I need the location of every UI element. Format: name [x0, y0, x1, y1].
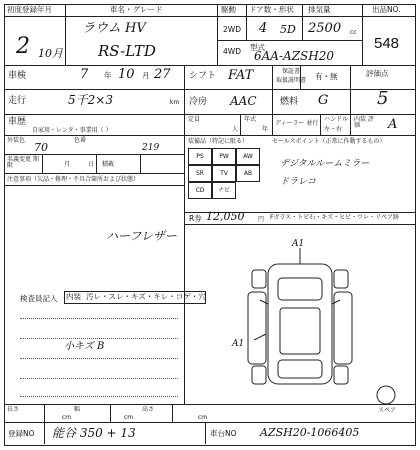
color-no-label: 色番 [74, 137, 87, 144]
name-change-suffix: 積載 [102, 161, 115, 168]
drive-4wd: 4WD [223, 47, 241, 56]
doors-label: ドア数・形状 [249, 5, 294, 14]
warranty-value: 有・無 [315, 72, 338, 81]
name-change-month: 月 [64, 161, 71, 168]
drive-2wd: 2WD [223, 25, 241, 34]
doors-value: 4 [259, 21, 268, 36]
lot-number: 548 [374, 35, 400, 52]
shaken-month: 10 [118, 67, 135, 82]
warranty-sub: 取扱説明書 [276, 77, 307, 84]
selling-point-1: デジタルルームミラー [280, 159, 370, 169]
ext-color-label: 外装色 [7, 137, 26, 144]
first-reg-label: 初度登録年月 [7, 5, 52, 14]
drive-label: 駆動 [221, 5, 236, 14]
ac-label: 冷房 [189, 97, 208, 107]
height-unit: cm [198, 414, 208, 421]
model-year-label: 年式 [244, 116, 257, 123]
selling-points-label: セールスポイント（正常に作動するもの） [272, 138, 386, 145]
chassis-value: AZSH20-1066405 [260, 426, 360, 439]
interior-score-label: 内装 評価 [354, 116, 374, 129]
selling-point-2: ドラレコ [280, 177, 317, 187]
fuel-label: 燃料 [280, 97, 299, 107]
shaken-year: 7 [80, 67, 89, 82]
recycle-label: R券 [189, 214, 202, 223]
equipment-item: TV [212, 165, 236, 182]
color-code: 219 [142, 143, 160, 153]
color-value: 70 [34, 141, 48, 154]
history-label: 車歴 [8, 117, 27, 127]
shape-value: 5D [280, 23, 296, 36]
equipment-item: ナビ [212, 182, 236, 199]
equipment-item: PW [212, 148, 236, 165]
height-label: 高さ [142, 406, 155, 413]
first-reg-month: 10月 [38, 47, 63, 60]
damage-mark-side: A1 [232, 339, 245, 349]
shaken-day: 27 [154, 67, 171, 82]
name-change-label: 名義変更 期限 [7, 156, 39, 169]
equipment-item: AW [236, 148, 260, 165]
car-diagram [2, 2, 416, 448]
equipment-item: SR [188, 165, 212, 182]
model-label: 車名・グレード [110, 5, 163, 14]
dealer-label: ディーラー 並行 [275, 120, 319, 127]
inspector-interior-label: 内装 [66, 292, 81, 301]
mileage-label: 走行 [8, 96, 27, 106]
shaken-year-unit: 年 [104, 71, 112, 80]
mileage-unit: km [170, 99, 180, 106]
ac-value: AAC [230, 94, 257, 108]
width-unit: cm [124, 414, 134, 421]
score-label: 評価点 [366, 69, 389, 78]
length-unit: cm [62, 414, 72, 421]
lot-label: 出品NO. [372, 5, 401, 14]
first-reg-year: 2 [16, 34, 30, 59]
displacement-unit: cc [350, 29, 357, 36]
shift-value: FAT [228, 68, 254, 83]
inspector-label: 検査員記入 [20, 294, 58, 303]
recycle-value: 12,050 [206, 210, 245, 223]
name-change-day: 日 [88, 161, 95, 168]
warranty-label: 保証書 [282, 68, 301, 75]
width-label: 幅 [74, 406, 81, 413]
equipment-item: CD [188, 182, 212, 199]
capacity-unit: 人 [232, 126, 239, 133]
displacement-label: 排気量 [308, 5, 331, 14]
shaken-label: 車検 [8, 71, 27, 81]
history-sub: 自家用・レンタ・事業用（ ） [32, 127, 112, 134]
shift-label: シフト [189, 71, 217, 81]
model-year-unit: 年 [262, 126, 269, 133]
fuel-value: G [318, 93, 329, 108]
equipment-item: PS [188, 148, 212, 165]
type-value: 6AA-AZSH20 [254, 49, 334, 63]
auction-sheet [2, 2, 416, 448]
handle-value: 左・右 [324, 126, 343, 133]
displacement-value: 2500 [308, 21, 342, 36]
chassis-label: 車台NO [210, 429, 237, 438]
type-label: 型式 [250, 43, 265, 52]
capacity-label: 定員 [188, 116, 201, 123]
damage-mark-top: A1 [292, 239, 305, 249]
caution-label: 注意事項（欠品・修理・不具合箇所および状態） [7, 176, 140, 183]
reg-value: 能谷 350 + 13 [52, 426, 136, 440]
score-value: 5 [377, 88, 389, 109]
glass-line: Fガラス・トビ石・キズ・ヒビ・ワレ・リペア跡 [270, 214, 400, 221]
shaken-month-unit: 月 [142, 71, 150, 80]
recycle-unit: 円 [258, 216, 265, 223]
inspector-interior-items: 汚レ・スレ・キズ・キレ・コゲ・穴 [86, 292, 206, 301]
mileage-value: 5千2×3 [68, 93, 113, 107]
handle-label: ハンドル [324, 116, 349, 123]
model-name: ラウム HV [82, 21, 146, 36]
reg-label: 登録NO [8, 429, 35, 438]
length-label: 長さ [7, 406, 20, 413]
interior-score: A [388, 117, 398, 132]
equipment-item: AB [236, 165, 260, 182]
spare-label: スペア [378, 407, 397, 414]
caution-note: ハーフレザー [106, 229, 177, 243]
grade-name: RS-LTD [98, 42, 156, 60]
inspector-note: 小キズ B [64, 341, 105, 352]
equipment-label: 装備品（特記に限る） [188, 138, 249, 145]
